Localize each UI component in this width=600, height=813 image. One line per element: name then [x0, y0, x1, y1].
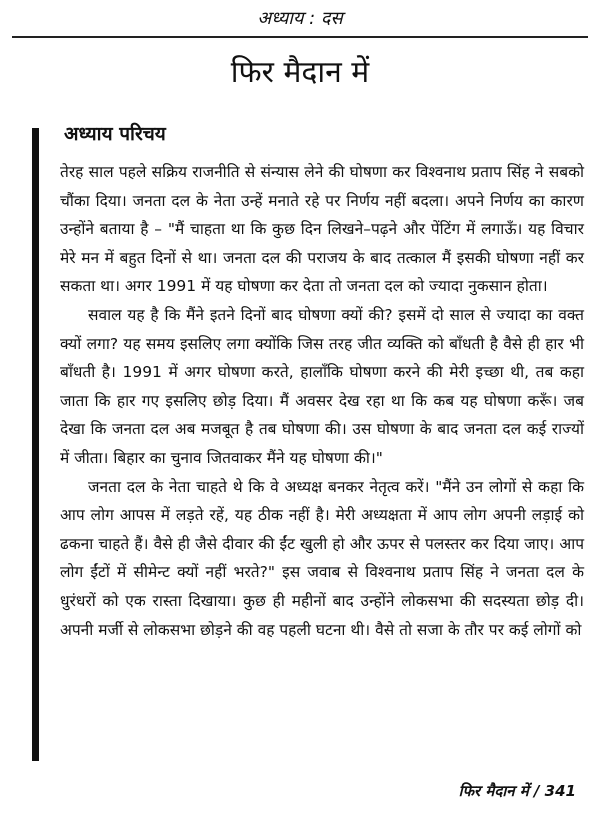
margin-bar: [32, 128, 39, 761]
paragraph-3: जनता दल के नेता चाहते थे कि वे अध्यक्ष बनकर नेतृत्व करें। "मैंने उन लोगों से कहा कि आप लोग आपस में लड़ते रहें, यह ठीक नहीं है। मेरी अध्यक्षता में आप लोग अपनी लड़ाई को ढकना चाहते हैं। वैसे ही जैसे दीवार की ईंट खुली हो और ऊपर से पलस्तर कर दिया जाए। आप लोग ईंटों में सीमेन्ट क्यों नहीं भरते?" इस जवाब से विश्वनाथ प्रताप सिंह ने जनता दल के धुरंधरों को एक रास्ता दिखाया। कुछ ही महीनों बाद उन्होंने लोकसभा की सदस्यता छोड़ दी। अपनी मर्जी से लोकसभा छोड़ने की वह पहली घटना थी। वैसे तो सजा के तौर पर कई लोगों को: [60, 477, 584, 639]
chapter-title: फिर मैदान में: [230, 55, 370, 90]
paragraph-2: सवाल यह है कि मैंने इतने दिनों बाद घोषणा क्यों की? इसमें दो साल से ज्यादा का वक्त क्यों लगा? यह समय इसलिए लगा क्योंकि जिस तरह जीत व्यक्ति को बाँधती है वैसे ही हार भी बाँधती है। 1991 में अगर घोषणा करते, हालाँकि घोषणा करने की मेरी इच्छा थी, तब कहा जाता कि हार गए इसलिए छोड़ दिया। मैं अवसर देख रहा था कि कब यह घोषणा करूँ। जब देखा कि जनता दल अब मजबूत है तब घोषणा की। उस घोषणा के बाद जनता दल कई राज्यों में जीता। बिहार का चुनाव जितवाकर मैंने यह घोषणा की।": [60, 305, 584, 467]
page-footer: फिर मैदान में / 341: [458, 782, 576, 800]
running-head: अध्याय : दस: [257, 8, 343, 29]
section-heading: अध्याय परिचय: [64, 123, 166, 145]
paragraph-1: तेरह साल पहले सक्रिय राजनीति से संन्यास लेने की घोषणा कर विश्वनाथ प्रताप सिंह ने सबको चौंका दिया। जनता दल के नेता उन्हें मनाते रहे पर निर्णय नहीं बदला। अपने निर्णय का कारण उन्होंने बताया है – "मैं चाहता था कि कुछ दिन लिखने–पढ़ने और पेंटिंग में लगाऊँ। यह विचार मेरे मन में बहुत दिनों से था। जनता दल की पराजय के बाद तत्काल मैं इसकी घोषणा नहीं कर सकता था। अगर 1991 में यह घोषणा कर देता तो जनता दल को ज्यादा नुकसान होता।: [60, 163, 584, 296]
header-rule: [12, 36, 588, 38]
body-text: [60, 158, 584, 644]
